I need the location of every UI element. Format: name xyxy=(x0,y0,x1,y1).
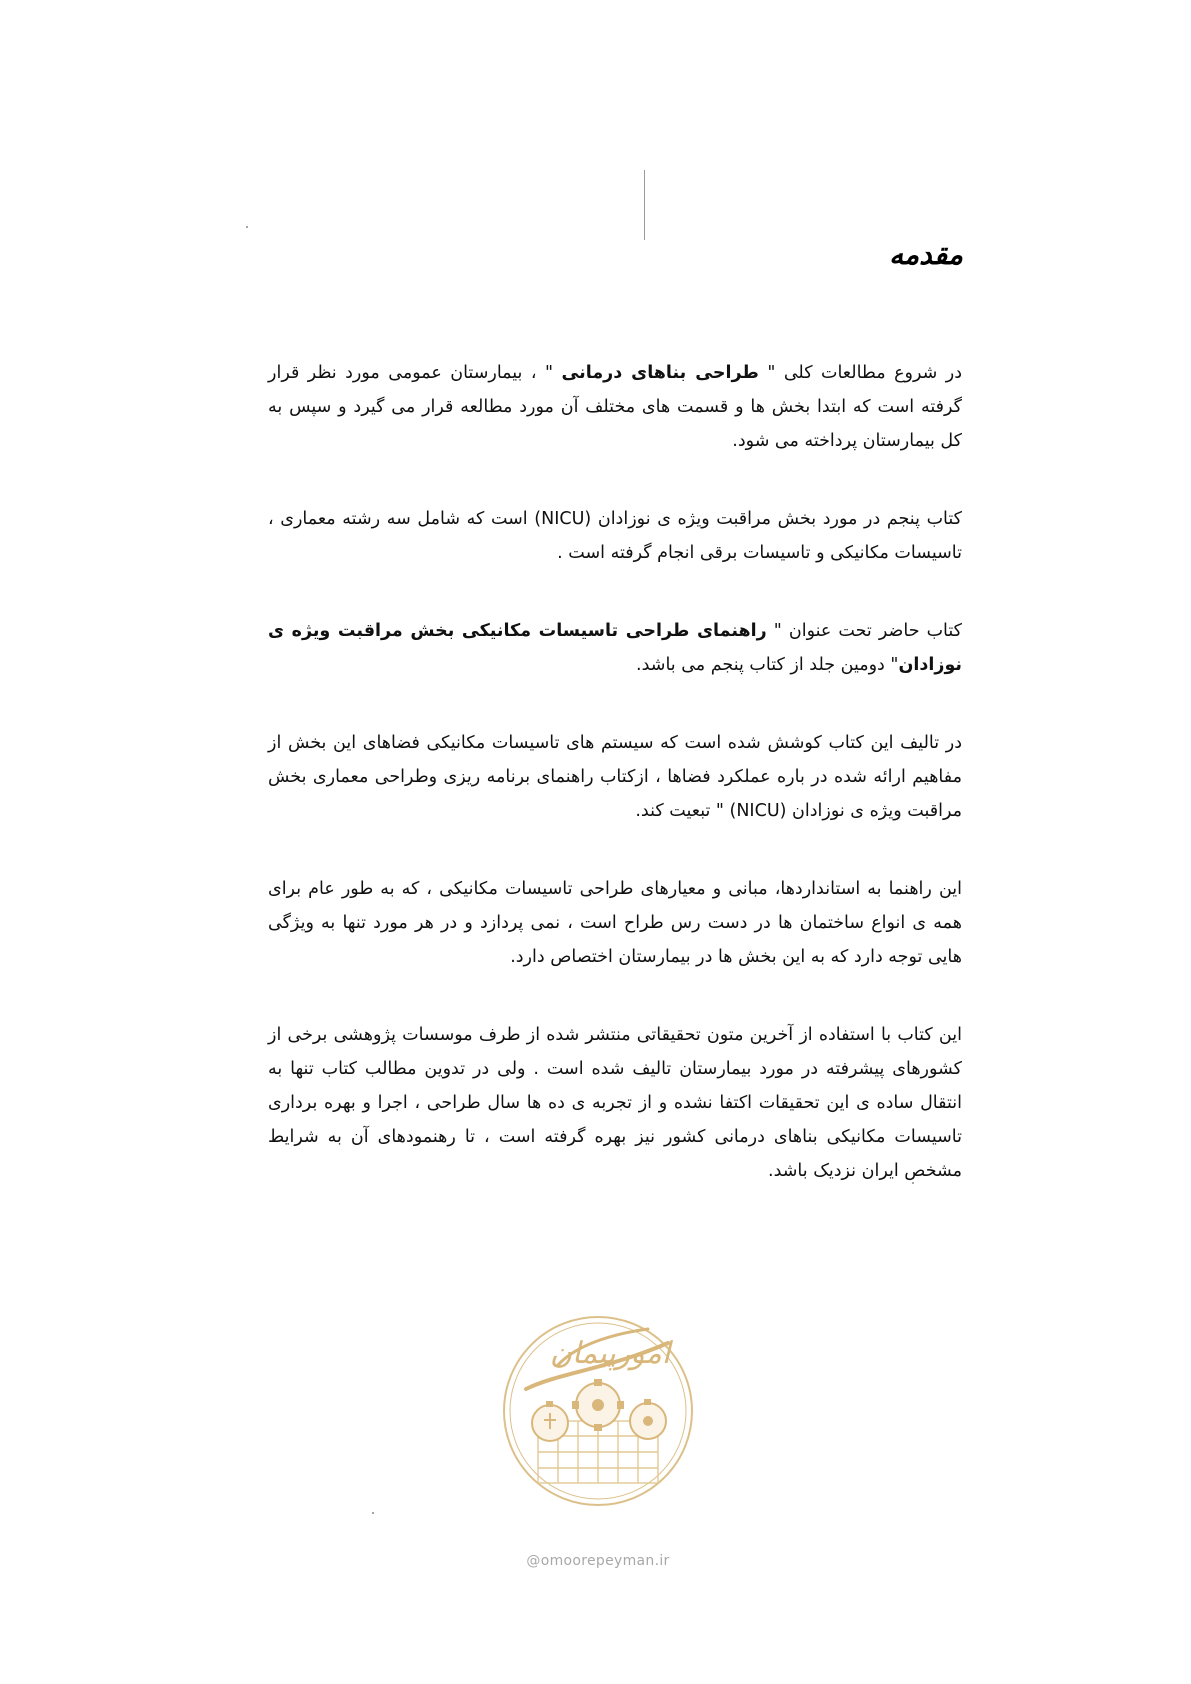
publisher-seal xyxy=(498,1303,698,1593)
body-text xyxy=(268,356,962,1232)
page-title: مقدمه xyxy=(889,238,963,271)
paragraph: کتاب حاضر تحت عنوان " راهنمای طراحی تاسیسات مکانیکی بخش مراقبت ویژه ی نوزادان" دومین جلد از کتاب پنجم می باشد. xyxy=(268,621,962,675)
scan-artifact-line xyxy=(644,170,645,240)
seal-caption: @omoorepeyman.ir xyxy=(526,1553,670,1569)
scan-artifact-dot xyxy=(246,226,248,228)
scan-artifact-dot xyxy=(372,1512,374,1514)
seal-logo-text: امورپیمان xyxy=(549,1336,671,1371)
paragraph: در تالیف این کتاب کوشش شده است که سیستم های تاسیسات مکانیکی فضاهای این بخش از مفاهیم ارائه شده در باره عملکرد فضاها ، ازکتاب راهنمای برنامه ریزی وطراحی معماری بخش مراقبت ویژه ی نوزادان (NICU) " تبعیت کند. xyxy=(268,733,962,821)
paragraph: در شروع مطالعات کلی " طراحی بناهای درمانی " ، بیمارستان عمومی مورد نظر قرار گرفته است که ابتدا بخش ها و قسمت های مختلف آن مورد مطالعه قرار می گیرد و سپس به کل بیمارستان پرداخته می شود. xyxy=(268,363,963,451)
paragraph: این راهنما به استانداردها، مبانی و معیارهای طراحی تاسیسات مکانیکی ، که به طور عام برای همه ی انواع ساختمان ها در دست رس طراح است ، نمی پردازد و در هر مورد تنها به ویژگی هایی توجه دارد که به این بخش ها در بیمارستان اختصاص دارد. xyxy=(268,879,962,967)
seal-logo-icon xyxy=(498,1303,698,1533)
paragraph: این کتاب با استفاده از آخرین متون تحقیقاتی منتشر شده از طرف موسسات پژوهشی برخی از کشورهای پیشرفته در مورد بیمارستان تالیف شده است . ولی در تدوین مطالب کتاب تنها به انتقال ساده ی این تحقیقات اکتفا نشده و از تجربه ی ده ها سال طراحی ، اجرا و بهره برداری تاسیسات مکانیکی بناهای درمانی کشور نیز بهره گرفته است ، تا رهنمودهای آن به شرایط مشخص ایران نزدیک باشد. xyxy=(268,1025,962,1181)
paragraph: کتاب پنجم در مورد بخش مراقبت ویژه ی نوزادان (NICU) است که شامل سه رشته معماری ، تاسیسات مکانیکی و تاسیسات برقی انجام گرفته است . xyxy=(268,509,962,563)
